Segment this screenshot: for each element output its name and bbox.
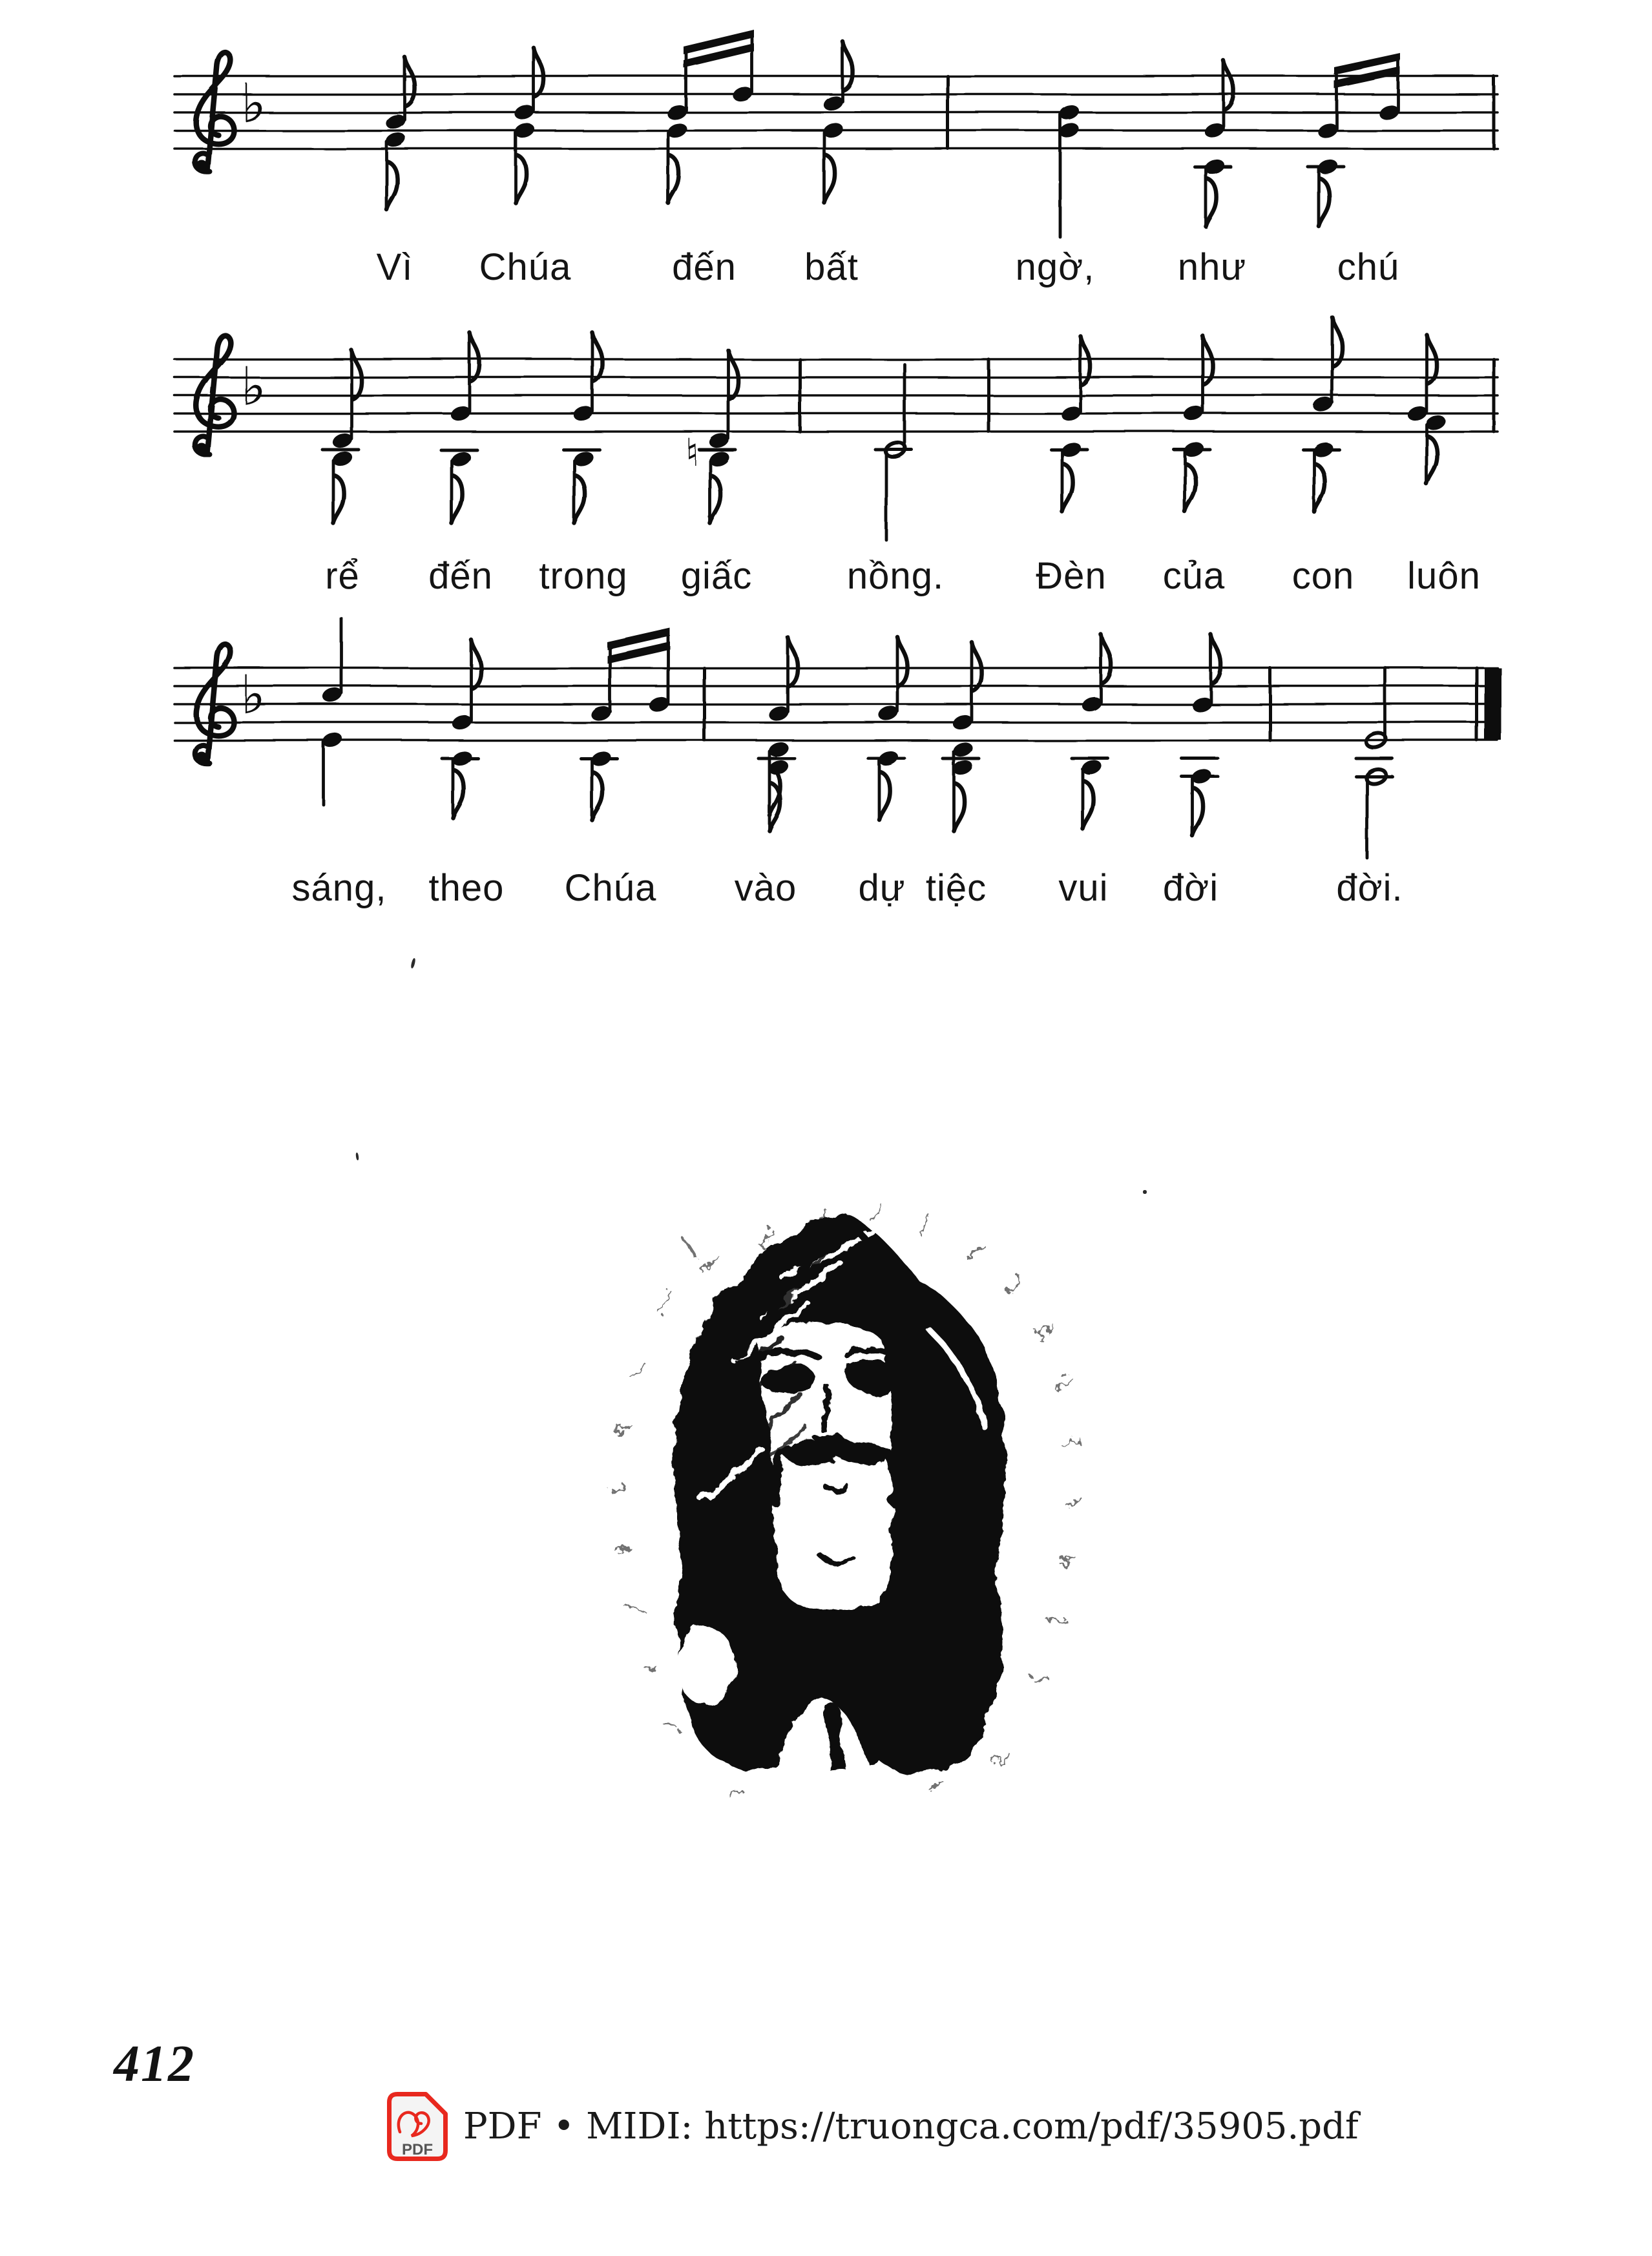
eighth-flag (1185, 464, 1196, 512)
lyric-syllable: con (1291, 555, 1355, 597)
lyric-syllable: theo (428, 867, 505, 909)
final-barline (1485, 668, 1501, 740)
eighth-flag (1206, 178, 1217, 226)
eighth-flag (824, 155, 835, 203)
lyric-syllable: như (1177, 246, 1247, 288)
note-group (1072, 634, 1111, 829)
note-group (875, 364, 912, 540)
eighth-flag (333, 475, 344, 523)
lyric-syllable: đời (1162, 867, 1219, 909)
beam-group (665, 30, 755, 203)
note-group (1406, 335, 1447, 484)
lyric-syllable: nồng. (846, 555, 945, 597)
note-group (1058, 103, 1081, 237)
beam-group (581, 628, 671, 820)
lyric-syllable: giấc (680, 555, 753, 597)
white-gap (676, 1627, 735, 1704)
note-group (513, 48, 544, 203)
eighth-flag (710, 475, 721, 523)
note-group (943, 642, 982, 831)
note-group (868, 637, 908, 820)
note-group (1195, 61, 1234, 226)
note-group (384, 57, 415, 209)
note-group (758, 637, 798, 831)
lyric-syllable: Đèn (1036, 555, 1107, 597)
lyric-syllable: của (1162, 555, 1226, 597)
eighth-flag (1193, 788, 1204, 836)
lyric-syllable: trong (539, 555, 628, 597)
eighth-flag (1314, 464, 1325, 512)
lyric-syllable: đến (672, 246, 737, 288)
eighth-flag (516, 155, 527, 203)
scan-speck (355, 1153, 359, 1160)
lyric-syllable: chú (1337, 246, 1400, 288)
eighth-flag (1427, 436, 1438, 484)
eighth-flag (954, 783, 965, 831)
lyric-syllable: Chúa (564, 867, 657, 909)
note-group (441, 333, 480, 523)
eighth-flag (1083, 781, 1094, 829)
note-group (1051, 336, 1091, 512)
eighth-flag (452, 475, 463, 523)
pdf-midi-link[interactable] (387, 2092, 1359, 2161)
note-group (1174, 336, 1213, 512)
note-group (822, 41, 853, 203)
lyric-syllable: rể (325, 555, 360, 597)
eighth-flag (386, 162, 397, 209)
jesus-ink-portrait (569, 1195, 1118, 1809)
lyric-syllable: bất (804, 246, 859, 288)
lyric-syllable: vui (1058, 867, 1109, 909)
music-notation (0, 0, 1652, 969)
eighth-flag (1319, 178, 1330, 226)
staff-3 (174, 619, 1501, 858)
lyric-syllable: vào (734, 867, 797, 909)
eighth-flag (592, 772, 603, 820)
note-group (321, 619, 344, 805)
beam-group (1308, 53, 1401, 226)
page-number: 412 (114, 2036, 195, 2093)
lyric-syllable: Chúa (479, 246, 572, 288)
lyric-syllable: tiệc (925, 867, 987, 909)
note-group (1356, 668, 1392, 858)
eighth-flag (668, 155, 679, 203)
staff-1 (174, 30, 1498, 237)
eighth-flag (879, 772, 890, 820)
note-group (1182, 634, 1221, 836)
lyric-syllable: sáng, (291, 867, 387, 909)
pdf-icon (387, 2092, 448, 2161)
pdf-badge-label: PDF (402, 2141, 433, 2158)
note-group (442, 640, 481, 818)
flat-key-signature-icon: ♭ (240, 356, 266, 417)
lyric-syllable: ngờ, (1015, 246, 1095, 288)
natural-accidental-icon: ♮ (685, 430, 699, 475)
flat-key-signature-icon: ♭ (240, 73, 266, 134)
lyric-syllable: đến (428, 555, 493, 597)
eighth-flag (1062, 464, 1073, 512)
pdf-midi-link-text: PDF • MIDI: https://truongca.com/pdf/35905.pdf (463, 2105, 1359, 2147)
lyric-syllable: dự (858, 867, 906, 909)
scan-speck (1143, 1190, 1147, 1194)
flat-key-signature-icon: ♭ (240, 665, 266, 726)
eighth-flag (453, 770, 464, 818)
lyric-syllable: Vì (376, 246, 413, 288)
lyric-syllable: đời. (1336, 867, 1403, 909)
eighth-flag (574, 475, 585, 523)
lyric-syllable: luôn (1407, 555, 1481, 597)
note-group (563, 333, 603, 523)
staff-2 (174, 317, 1498, 540)
